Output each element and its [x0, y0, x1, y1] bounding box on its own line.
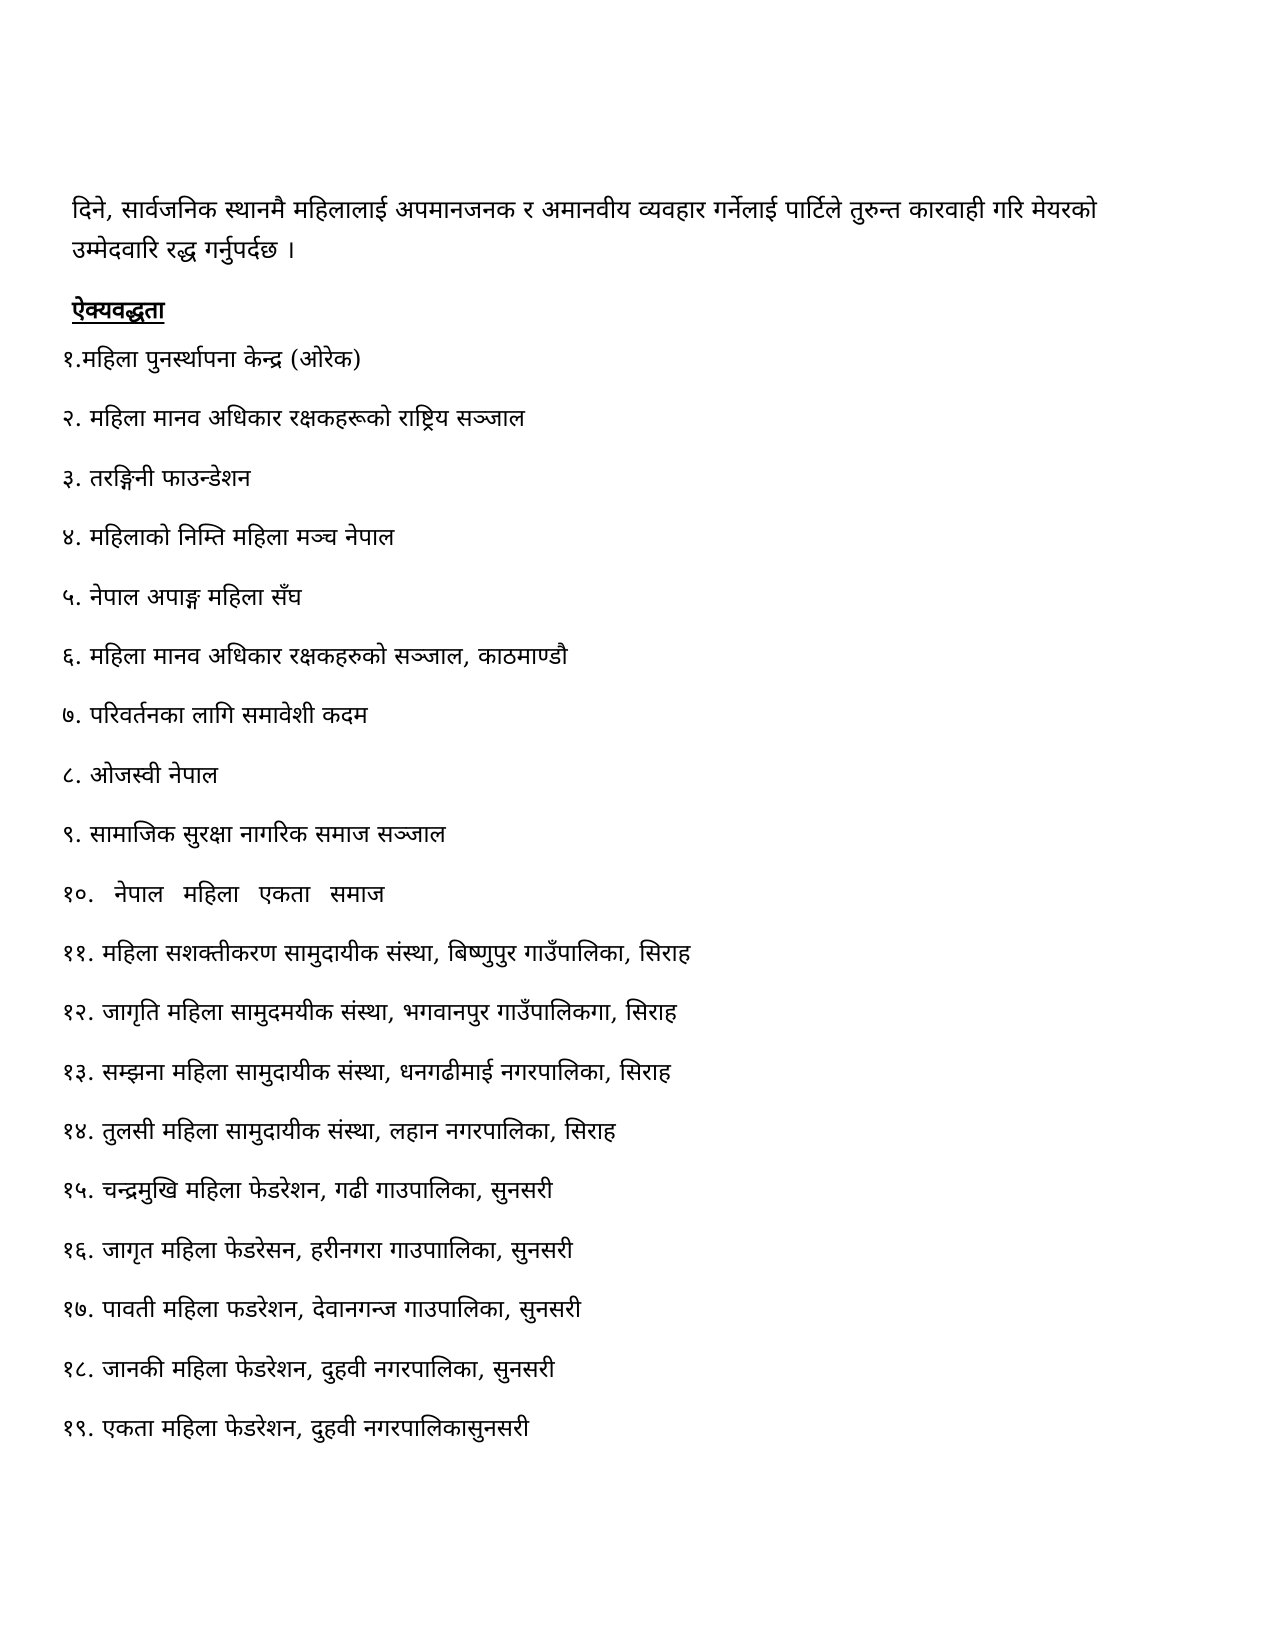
- list-item: १५. चन्द्रमुखि महिला फेडरेशन, गढी गाउपालिका, सुनसरी: [62, 1176, 553, 1205]
- list-item: १३. सम्झना महिला सामुदायीक संस्था, धनगढीमाई नगरपालिका, सिराह: [62, 1057, 671, 1086]
- intro-line-1: दिने, सार्वजनिक स्थानमै महिलालाई अपमानजनक र अमानवीय व्यवहार गर्नेलाई पार्टिले तुरुन्त कारवाही गरि मेयरको: [72, 195, 1097, 224]
- list-item: १.महिला पुनर्स्थापना केन्द्र (ओरेक): [62, 345, 362, 373]
- intro-line-2: उम्मेदवारि रद्ध गर्नुपर्दछ ।: [72, 235, 295, 264]
- list-item: १९. एकता महिला फेडरेशन, दुहवी नगरपालिकासुनसरी: [62, 1414, 530, 1443]
- list-item: १४. तुलसी महिला सामुदायीक संस्था, लहान नगरपालिका, सिराह: [62, 1117, 616, 1146]
- list-item: १७. पावती महिला फडरेशन, देवानगन्ज गाउपालिका, सुनसरी: [62, 1295, 582, 1324]
- list-item: ९. सामाजिक सुरक्षा नागरिक समाज सञ्जाल: [62, 820, 446, 849]
- organization-list: [62, 343, 690, 1471]
- list-item: १०. नेपाल महिला एकता समाज: [62, 879, 385, 908]
- list-item: ८. ओजस्वी नेपाल: [62, 760, 219, 789]
- list-item: १८. जानकी महिला फेडरेशन, दुहवी नगरपालिका, सुनसरी: [62, 1354, 555, 1383]
- list-item: ५. नेपाल अपाङ्ग महिला सँघ: [62, 582, 302, 611]
- list-item: १२. जागृति महिला सामुदमयीक संस्था, भगवानपुर गाउँपालिकगा, सिराह: [62, 998, 677, 1027]
- list-item: १६. जागृत महिला फेडरेसन, हरीनगरा गाउपाालिका, सुनसरी: [62, 1235, 573, 1264]
- list-item: ७. परिवर्तनका लागि समावेशी कदम: [62, 701, 368, 730]
- list-item: २. महिला मानव अधिकार रक्षकहरूको राष्ट्रिय सञ्जाल: [62, 404, 525, 433]
- solidarity-heading: ऐक्यवद्धता: [72, 295, 165, 324]
- intro-paragraph: [72, 190, 1192, 270]
- list-item: ११. महिला सशक्तीकरण सामुदायीक संस्था, बिष्णुपुर गाउँपालिका, सिराह: [62, 938, 691, 967]
- list-item: ३. तरङ्गिनी फाउन्डेशन: [62, 463, 251, 492]
- list-item: ४. महिलाको निम्ति महिला मञ्च नेपाल: [62, 523, 395, 552]
- list-item: ६. महिला मानव अधिकार रक्षकहरुको सञ्जाल, काठमाण्डौ: [62, 641, 568, 670]
